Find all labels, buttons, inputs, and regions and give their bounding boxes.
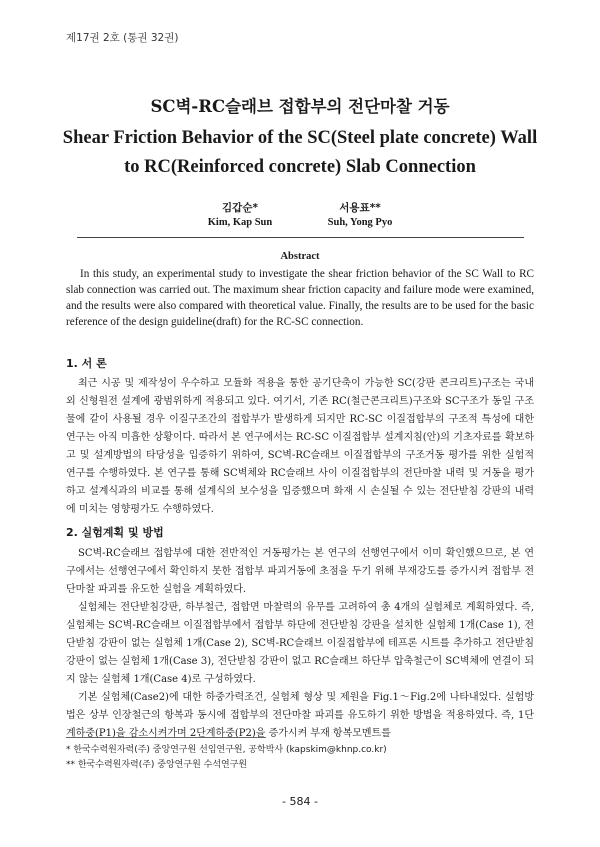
english-title-line-2: to RC(Reinforced concrete) Slab Connection	[124, 157, 476, 177]
author-1-english-name: Kim, Kap Sun	[207, 217, 273, 228]
korean-title: SC벽-RC슬래브 접합부의 전단마찰 거동	[150, 97, 450, 116]
footnote-1: * 한국수력원자력(주) 중앙연구원 선임연구원, 공학박사 (kapskim@khnp.co.kr)	[66, 745, 387, 755]
section-2-body	[66, 545, 534, 743]
abstract-heading: Abstract	[280, 251, 320, 262]
journal-volume-header: 제17권 2호 (통권 32권)	[66, 32, 179, 44]
page-number: - 584 -	[282, 795, 318, 808]
section-2-paragraph: 기본 실험체(Case2)에 대한 하중가력조건, 실험체 형상 및 제원을 Fig.1～Fig.2에 나타내었다. 실험방법은 상부 인장철근의 항복과 동시에 접합부의 전단마찰 파괴를 유도하기 위한 방법을 적용하였다. 즉, 1단계하중(P1)을 감소시켜가며 2단계하중(P2)을 증가시켜 부재 항복모멘트를	[66, 692, 534, 739]
section-2-paragraph: 실험체는 전단받침강판, 하부철근, 접합면 마찰력의 유무를 고려하여 총 4개의 실험체로 계획하였다. 즉, 실험체는 SC벽-RC슬래브 이질접합부에서 접합부 하단에 전단받침 강판을 설치한 실험체 1개(Case 1), 전단받침 강판이 없는 실험체 1개(Case 2), SC벽-RC슬래브 이질접합부에 테프론 시트를 추가하고 전단받침 강판이 없는 실험체 1개(Case 3), 전단받침 강판이 없고 RC슬래브 하단부 압축철근이 SC벽체에 연결이 되지 않는 실험체 1개(Case 4)로 구성하였다.	[66, 602, 534, 685]
author-1-korean-name: 김갑순*	[222, 202, 258, 214]
header-divider	[77, 237, 524, 238]
author-2	[290, 200, 430, 228]
author-2-english-name: Suh, Yong Pyo	[327, 217, 393, 228]
footnote-divider	[66, 737, 266, 738]
section-1-heading: 1. 서 론	[66, 357, 107, 370]
section-2-paragraph: SC벽-RC슬래브 접합부에 대한 전반적인 거동평가는 본 연구의 선행연구에서 이미 확인했으므로, 본 연구에서는 선행연구에서 확인하지 못한 접합부 파괴거동에 초점을 두기 위해 부재강도를 증가시켜 접합부 전단마찰 파괴를 유도한 실험을 계획하였다.	[66, 548, 534, 595]
author-1	[170, 200, 310, 228]
section-2-heading: 2. 실험계획 및 방법	[66, 526, 164, 539]
author-2-korean-name: 서용표**	[339, 202, 381, 214]
abstract-body: In this study, an experimental study to investigate the shear friction behavior of the SC Wall to RC slab connection was carried out. The maximum shear friction capacity and failure mode were examined, and the results were also compared with theoretical value. Finally, the results are to be used for the basic reference of the design guideline(draft) for the RC-SC connection.	[66, 268, 534, 328]
english-title-line-1: Shear Friction Behavior of the SC(Steel plate concrete) Wall	[62, 128, 538, 148]
footnote-2: ** 한국수력원자력(주) 중앙연구원 수석연구원	[66, 760, 248, 770]
section-1-body: 최근 시공 및 제작성이 우수하고 모듈화 적용을 통한 공기단축이 가능한 SC(강판 콘크리트)구조는 국내외 신형원전 설계에 광범위하게 적용되고 있다. 여기서, 기존 RC(철근콘크리트)구조와 SC구조가 동일 구조물에 같이 사용될 경우 이질구조간의 접합부가 발생하게 되지만 RC-SC 이질접합부의 구조적 특성에 대한 연구는 아직 미흡한 상황이다. 따라서 본 연구에서는 RC-SC 이질접합부 설계지침(안)의 기초자료를 확보하고 및 설계방법의 타당성을 입증하기 위하여, SC벽-RC슬래브 이질접합부의 구조거동 평가를 위한 실험적 연구를 수행하였다. 본 연구를 통해 SC벽체와 RC슬래브 사이 이질접합부의 전단마찰 내력 및 거동을 평가하고 설계식과의 비교를 통해 설계식의 보수성을 입증했으며 화재 시 손실될 수 있는 전단받침 강판의 내력에 미치는 영향평가도 수행하였다.	[66, 378, 534, 515]
